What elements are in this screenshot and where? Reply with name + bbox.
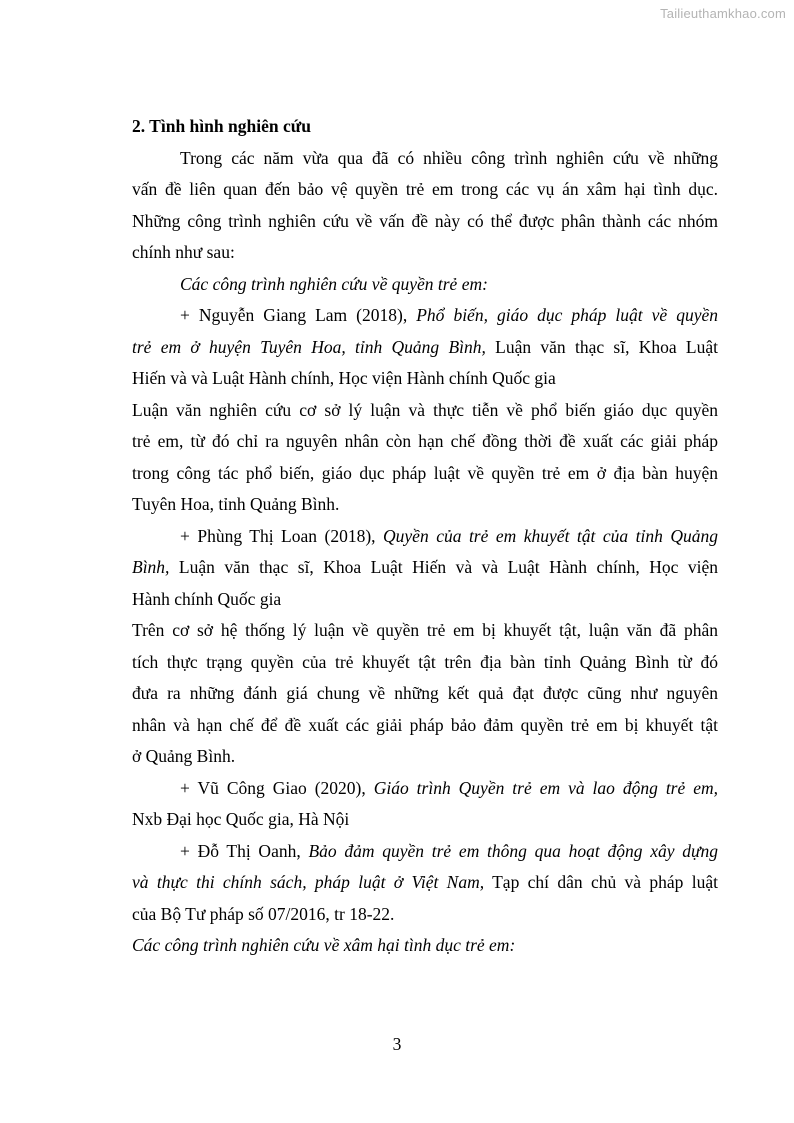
reference-details: Luận văn thạc sĩ, Khoa Luật — [485, 336, 718, 357]
reference-2-summary-line: ở Quảng Bình. — [132, 746, 236, 766]
reference-3-line — [132, 773, 718, 805]
reference-title: Giáo trình Quyền trẻ em và lao động trẻ em, — [373, 777, 718, 798]
reference-2-summary-line: đưa ra những đánh giá chung về những kết quả đạt được cũng như nguyên — [132, 683, 718, 703]
reference-4-line: của Bộ Tư pháp số 07/2016, tr 18-22. — [132, 903, 395, 924]
document-body — [132, 111, 718, 962]
reference-2-line — [132, 521, 718, 553]
reference-title: Phổ biến, giáo dục pháp luật về quyền — [416, 305, 718, 325]
watermark: Tailieuthamkhao.com — [660, 6, 786, 21]
reference-title: trẻ em ở huyện Tuyên Hoa, tỉnh Quảng Bình, — [132, 336, 486, 357]
reference-2-summary-line: nhân và hạn chế để đề xuất các giải pháp bảo đảm quyền trẻ em bị khuyết tật — [132, 714, 718, 735]
reference-author: + Đỗ Thị Oanh, — [180, 840, 309, 861]
reference-1-summary-line: trẻ em, từ đó chỉ ra nguyên nhân còn hạn chế đồng thời đề xuất các giải pháp — [132, 431, 718, 451]
section-heading: 2. Tình hình nghiên cứu — [132, 116, 311, 136]
reference-4-line — [132, 867, 718, 899]
reference-4-line — [132, 836, 718, 868]
reference-1-line — [132, 332, 718, 364]
reference-2-line — [132, 552, 718, 584]
reference-details: Tạp chí dân chủ và pháp luật — [484, 872, 718, 892]
reference-1-summary-line: Luận văn nghiên cứu cơ sở lý luận và thực tiễn về phổ biến giáo dục quyền — [132, 399, 718, 420]
reference-title: Bình, — [132, 557, 170, 577]
reference-title: Bảo đảm quyền trẻ em thông qua hoạt động xây dựng — [308, 840, 719, 861]
intro-line: chính như sau: — [132, 242, 235, 262]
group-heading-sexual-abuse: Các công trình nghiên cứu về xâm hại tình dục trẻ em: — [132, 935, 516, 955]
reference-1-line — [132, 300, 718, 332]
reference-1-line: Hiến và và Luật Hành chính, Học viện Hành chính Quốc gia — [132, 368, 556, 388]
group-heading-child-rights: Các công trình nghiên cứu về quyền trẻ em: — [180, 273, 488, 294]
reference-author: + Nguyễn Giang Lam (2018), — [180, 305, 417, 325]
reference-details: Luận văn thạc sĩ, Khoa Luật Hiến và và Luật Hành chính, Học viện — [169, 557, 718, 577]
page-number: 3 — [392, 1034, 402, 1054]
reference-author: + Phùng Thị Loan (2018), — [180, 525, 384, 546]
intro-line: Trong các năm vừa qua đã có nhiều công trình nghiên cứu về những — [180, 147, 718, 168]
intro-line: Những công trình nghiên cứu về vấn đề này có thể được phân thành các nhóm — [132, 210, 718, 231]
intro-line: vấn đề liên quan đến bảo vệ quyền trẻ em trong các vụ án xâm hại tình dục. — [132, 179, 718, 199]
reference-3-line: Nxb Đại học Quốc gia, Hà Nội — [132, 809, 350, 829]
reference-title: Quyền của trẻ em khuyết tật của tỉnh Quảng — [383, 525, 718, 546]
reference-1-summary-line: trong công tác phổ biến, giáo dục pháp luật về quyền trẻ em ở địa bàn huyện — [132, 462, 718, 483]
reference-2-line: Hành chính Quốc gia — [132, 588, 282, 609]
reference-author: + Vũ Công Giao (2020), — [180, 777, 374, 798]
reference-1-summary-line: Tuyên Hoa, tỉnh Quảng Bình. — [132, 494, 340, 514]
reference-2-summary-line: Trên cơ sở hệ thống lý luận về quyền trẻ em bị khuyết tật, luận văn đã phân — [132, 620, 718, 640]
reference-title: và thực thi chính sách, pháp luật ở Việt Nam, — [132, 872, 485, 892]
reference-2-summary-line: tích thực trạng quyền của trẻ khuyết tật trên địa bàn tỉnh Quảng Bình từ đó — [132, 651, 718, 672]
